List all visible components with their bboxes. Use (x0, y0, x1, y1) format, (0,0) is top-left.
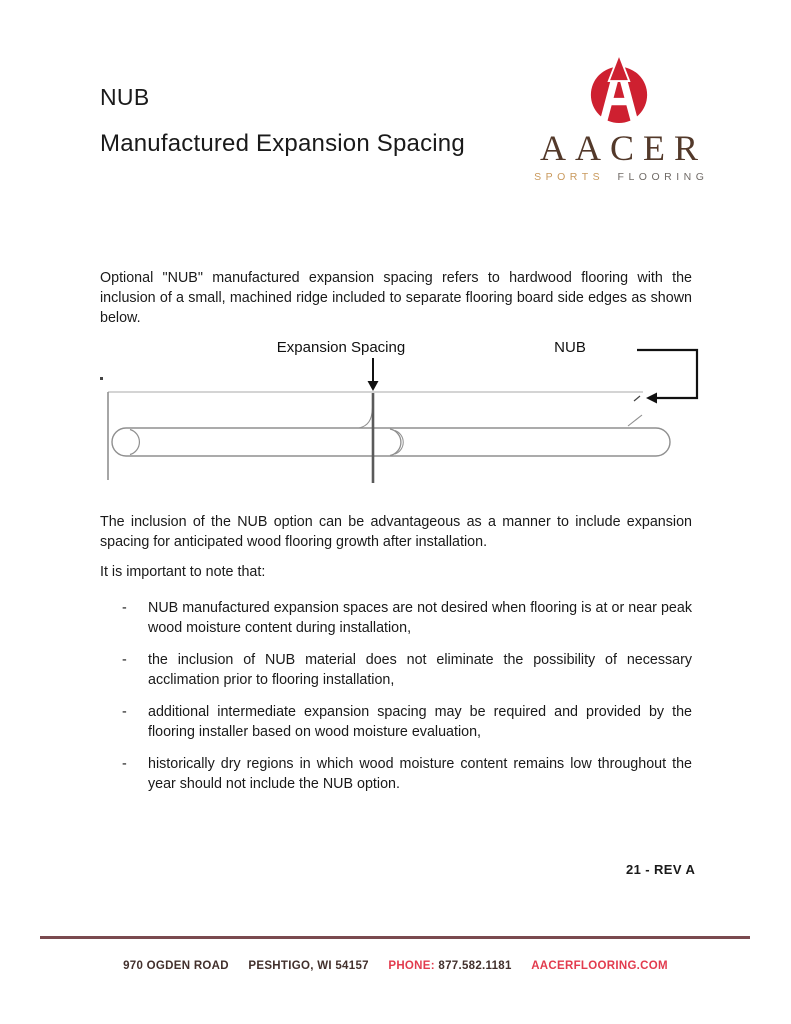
footer-website: AACERFLOORING.COM (531, 960, 668, 972)
list-item (122, 702, 692, 742)
bullet-text: the inclusion of NUB material does not eliminate the possibility of necessary acclimation prior to flooring installation, (148, 652, 692, 688)
footer-rule (40, 936, 750, 939)
aacer-logo (516, 48, 722, 183)
footer-phone-number: 877.582.1181 (438, 960, 512, 972)
bullet-dash: - (122, 704, 127, 720)
bullet-dash: - (122, 756, 127, 772)
bullet-list (122, 598, 692, 806)
page-title: NUB (100, 84, 150, 110)
page-subtitle: Manufactured Expansion Spacing (100, 130, 465, 157)
bullet-text: historically dry regions in which wood moisture content remains low throughout the year should not include the NUB option. (148, 756, 692, 792)
intro-paragraph: Optional "NUB" manufactured expansion spacing refers to hardwood flooring with the inclusion of a small, machined ridge included to separate flooring board side edges as shown below. (100, 270, 692, 326)
page-number: 21 - REV A (626, 862, 696, 877)
diagram-label-expansion-spacing: Expansion Spacing (276, 339, 406, 356)
bullet-dash: - (122, 652, 127, 668)
flooring-board-section (100, 377, 670, 483)
list-item (122, 598, 692, 638)
footer-address: 970 OGDEN ROAD (123, 960, 229, 972)
list-item (122, 650, 692, 690)
footer-city: PESHTIGO, WI 54157 (248, 960, 369, 972)
footer-phone (388, 960, 511, 972)
aacer-a-mark-icon (582, 48, 656, 130)
logo-tagline-flooring: FLOORING (617, 170, 709, 183)
list-item (122, 754, 692, 794)
bullet-text: NUB manufactured expansion spaces are not desired when flooring is at or near peak wood moisture content during installation, (148, 600, 692, 636)
logo-wordmark: AACER (539, 128, 707, 168)
bullet-text: additional intermediate expansion spacing may be required and provided by the flooring installer based on wood moisture evaluation, (148, 704, 692, 740)
body-paragraph: The inclusion of the NUB option can be advantageous as a manner to include expansion spacing for anticipated wood flooring growth after installation. (100, 514, 692, 550)
logo-tagline-sports: SPORTS (534, 170, 605, 183)
bullet-dash: - (122, 600, 127, 616)
footer-phone-label: PHONE: (388, 960, 435, 972)
logo-tagline (516, 171, 727, 183)
nub-cross-section-diagram (0, 330, 791, 510)
note-intro: It is important to note that: (100, 564, 266, 580)
down-arrow-icon (368, 358, 379, 391)
diagram-label-nub: NUB (554, 339, 586, 356)
nub-leader-arrow-icon (634, 350, 697, 404)
footer (0, 960, 791, 972)
